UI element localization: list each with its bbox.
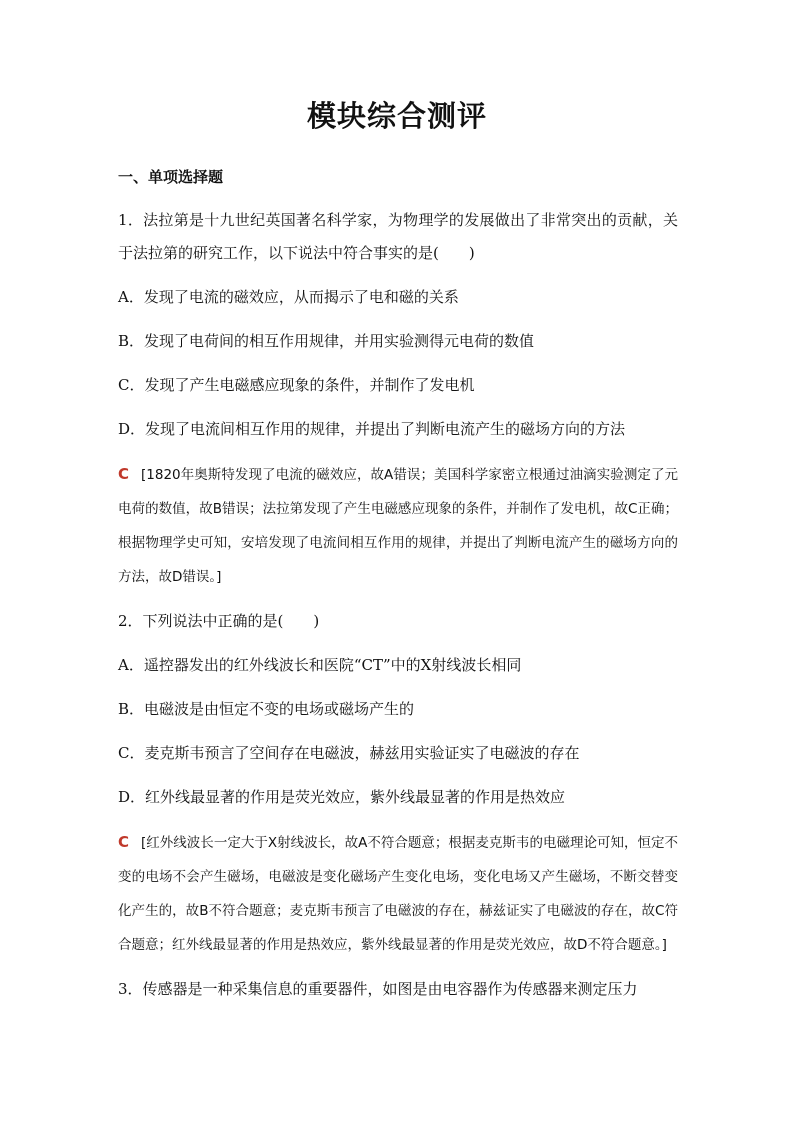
option-d: D．红外线最显著的作用是荧光效应，紫外线最显著的作用是热效应 <box>118 788 566 806</box>
answer-letter: C <box>118 465 130 483</box>
option-b: B．电磁波是由恒定不变的电场或磁场产生的 <box>118 700 415 718</box>
answer-letter: C <box>118 833 130 851</box>
option-a: A．发现了电流的磁效应，从而揭示了电和磁的关系 <box>118 288 459 306</box>
answer-explanation <box>118 825 678 962</box>
answer-text: [1820年奥斯特发现了电流的磁效应，故A错误；美国科学家密立根通过油滴实验测定了元电荷的数值，故B错误；法拉第发现了产生电磁感应现象的条件，并制作了发电机，故C正确；根据物理学史可知，安培发现了电流间相互作用的规律，并提出了判断电流产生的磁场方向的方法，故D错误。] <box>118 467 678 585</box>
question-2 <box>118 605 678 962</box>
page-title: 模块综合测评 <box>306 99 487 133</box>
question-stem: 2．下列说法中正确的是( ) <box>118 612 320 630</box>
question-stem: 3．传感器是一种采集信息的重要器件，如图是由电容器作为传感器来测定压力 <box>118 980 638 998</box>
question-3 <box>118 973 678 1006</box>
question-1 <box>118 204 678 594</box>
document-body <box>118 160 678 1017</box>
answer-text: [红外线波长一定大于X射线波长，故A不符合题意；根据麦克斯韦的电磁理论可知，恒定不变的电场不会产生磁场，电磁波是变化磁场产生变化电场，变化电场又产生磁场，不断交替变化产生的，故B不符合题意；麦克斯韦预言了电磁波的存在，赫兹证实了电磁波的存在，故C符合题意；红外线最显著的作用是热效应，紫外线最显著的作用是荧光效应，故D不符合题意。] <box>118 835 678 953</box>
option-a: A．遥控器发出的红外线波长和医院“CT”中的X射线波长相同 <box>118 656 522 674</box>
option-c: C．发现了产生电磁感应现象的条件，并制作了发电机 <box>118 376 475 394</box>
option-d: D．发现了电流间相互作用的规律，并提出了判断电流产生的磁场方向的方法 <box>118 420 626 438</box>
section-heading: 一、单项选择题 <box>118 168 224 186</box>
option-b: B．发现了电荷间的相互作用规律，并用实验测得元电荷的数值 <box>118 332 535 350</box>
option-c: C．麦克斯韦预言了空间存在电磁波，赫兹用实验证实了电磁波的存在 <box>118 744 580 762</box>
answer-explanation <box>118 457 678 594</box>
question-stem: 1．法拉第是十九世纪英国著名科学家，为物理学的发展做出了非常突出的贡献，关于法拉第的研究工作，以下说法中符合事实的是( ) <box>118 211 678 262</box>
